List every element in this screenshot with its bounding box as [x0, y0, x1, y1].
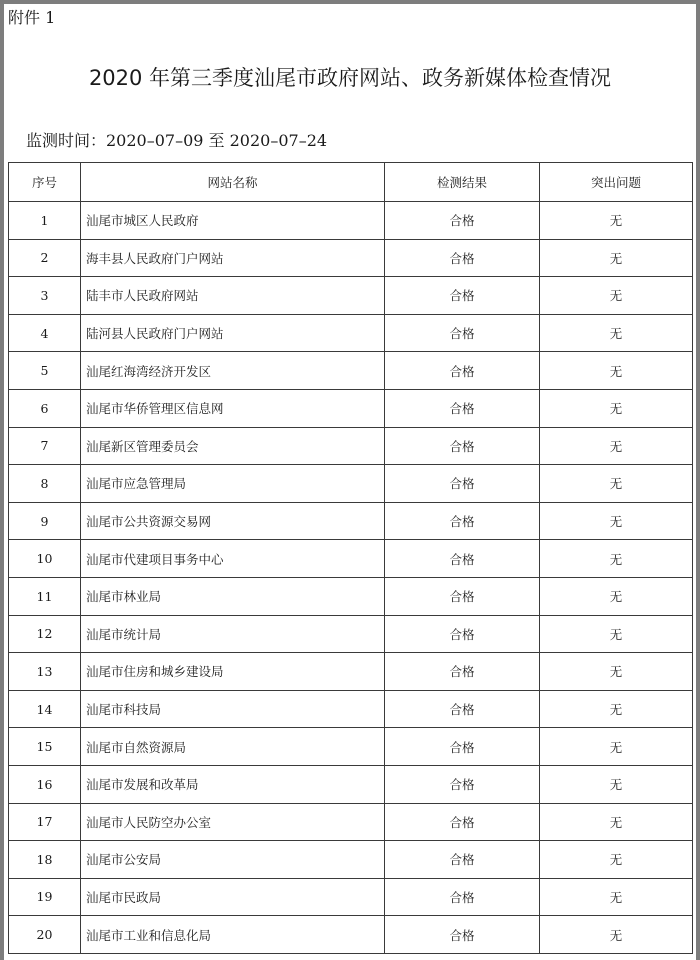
row-index: 14: [9, 690, 81, 728]
check-result: 合格: [385, 277, 540, 315]
outstanding-issue: 无: [540, 615, 693, 653]
site-name: 汕尾市林业局: [81, 577, 385, 615]
site-name: 汕尾市住房和城乡建设局: [81, 653, 385, 691]
check-result: 合格: [385, 202, 540, 240]
attachment-label: 附件 1: [8, 8, 56, 27]
monitoring-period: 监测时间：2020–07–09 至 2020–07–24: [26, 131, 328, 150]
outstanding-issue: 无: [540, 540, 693, 578]
header-site-name: 网站名称: [81, 163, 385, 202]
table-row: [9, 540, 693, 578]
row-index: 9: [9, 502, 81, 540]
check-result: 合格: [385, 427, 540, 465]
row-index: 18: [9, 841, 81, 879]
row-index: 8: [9, 465, 81, 503]
site-name: 汕尾市公安局: [81, 841, 385, 879]
table-row: [9, 577, 693, 615]
outstanding-issue: 无: [540, 465, 693, 503]
check-result: 合格: [385, 540, 540, 578]
table-row: [9, 352, 693, 390]
document-title: 2020 年第三季度汕尾市政府网站、政务新媒体检查情况: [88, 66, 612, 90]
row-index: 17: [9, 803, 81, 841]
check-result: 合格: [385, 465, 540, 503]
check-result: 合格: [385, 841, 540, 879]
row-index: 20: [9, 916, 81, 954]
outstanding-issue: 无: [540, 728, 693, 766]
table-row: [9, 615, 693, 653]
row-index: 4: [9, 314, 81, 352]
table-row: [9, 314, 693, 352]
row-index: 5: [9, 352, 81, 390]
table-row: [9, 841, 693, 879]
outstanding-issue: 无: [540, 803, 693, 841]
table-header-row: [9, 163, 693, 202]
site-name: 陆丰市人民政府网站: [81, 277, 385, 315]
outstanding-issue: 无: [540, 841, 693, 879]
table-row: [9, 389, 693, 427]
outstanding-issue: 无: [540, 202, 693, 240]
row-index: 16: [9, 765, 81, 803]
table-row: [9, 502, 693, 540]
site-name: 汕尾市人民防空办公室: [81, 803, 385, 841]
row-index: 12: [9, 615, 81, 653]
document-page: [4, 4, 696, 960]
outstanding-issue: 无: [540, 389, 693, 427]
site-name: 汕尾市统计局: [81, 615, 385, 653]
check-result: 合格: [385, 653, 540, 691]
row-index: 2: [9, 239, 81, 277]
site-name: 汕尾红海湾经济开发区: [81, 352, 385, 390]
table-row: [9, 277, 693, 315]
row-index: 7: [9, 427, 81, 465]
outstanding-issue: 无: [540, 577, 693, 615]
table-row: [9, 765, 693, 803]
check-result: 合格: [385, 690, 540, 728]
site-name: 汕尾市代建项目事务中心: [81, 540, 385, 578]
site-name: 汕尾市科技局: [81, 690, 385, 728]
outstanding-issue: 无: [540, 352, 693, 390]
table-row: [9, 803, 693, 841]
table-row: [9, 916, 693, 954]
table-row: [9, 427, 693, 465]
row-index: 10: [9, 540, 81, 578]
check-result: 合格: [385, 878, 540, 916]
table-row: [9, 239, 693, 277]
outstanding-issue: 无: [540, 916, 693, 954]
table-row: [9, 878, 693, 916]
outstanding-issue: 无: [540, 427, 693, 465]
outstanding-issue: 无: [540, 277, 693, 315]
header-issues: 突出问题: [540, 163, 693, 202]
check-result: 合格: [385, 765, 540, 803]
outstanding-issue: 无: [540, 878, 693, 916]
row-index: 13: [9, 653, 81, 691]
check-result: 合格: [385, 239, 540, 277]
row-index: 19: [9, 878, 81, 916]
site-name: 陆河县人民政府门户网站: [81, 314, 385, 352]
table-row: [9, 728, 693, 766]
check-result: 合格: [385, 389, 540, 427]
outstanding-issue: 无: [540, 765, 693, 803]
check-result: 合格: [385, 728, 540, 766]
table-row: [9, 653, 693, 691]
outstanding-issue: 无: [540, 690, 693, 728]
table-row: [9, 202, 693, 240]
table-row: [9, 690, 693, 728]
site-name: 汕尾新区管理委员会: [81, 427, 385, 465]
header-result: 检测结果: [385, 163, 540, 202]
site-name: 汕尾市自然资源局: [81, 728, 385, 766]
row-index: 11: [9, 577, 81, 615]
check-result: 合格: [385, 615, 540, 653]
site-name: 汕尾市华侨管理区信息网: [81, 389, 385, 427]
outstanding-issue: 无: [540, 239, 693, 277]
table-body: [9, 202, 693, 954]
row-index: 6: [9, 389, 81, 427]
check-result: 合格: [385, 577, 540, 615]
site-name: 汕尾市工业和信息化局: [81, 916, 385, 954]
check-result: 合格: [385, 502, 540, 540]
check-result: 合格: [385, 916, 540, 954]
inspection-table: [8, 162, 693, 954]
site-name: 海丰县人民政府门户网站: [81, 239, 385, 277]
table-row: [9, 465, 693, 503]
row-index: 15: [9, 728, 81, 766]
outstanding-issue: 无: [540, 314, 693, 352]
site-name: 汕尾市公共资源交易网: [81, 502, 385, 540]
site-name: 汕尾市民政局: [81, 878, 385, 916]
check-result: 合格: [385, 314, 540, 352]
row-index: 3: [9, 277, 81, 315]
header-index: 序号: [9, 163, 81, 202]
check-result: 合格: [385, 803, 540, 841]
check-result: 合格: [385, 352, 540, 390]
outstanding-issue: 无: [540, 502, 693, 540]
outstanding-issue: 无: [540, 653, 693, 691]
row-index: 1: [9, 202, 81, 240]
site-name: 汕尾市发展和改革局: [81, 765, 385, 803]
site-name: 汕尾市城区人民政府: [81, 202, 385, 240]
site-name: 汕尾市应急管理局: [81, 465, 385, 503]
